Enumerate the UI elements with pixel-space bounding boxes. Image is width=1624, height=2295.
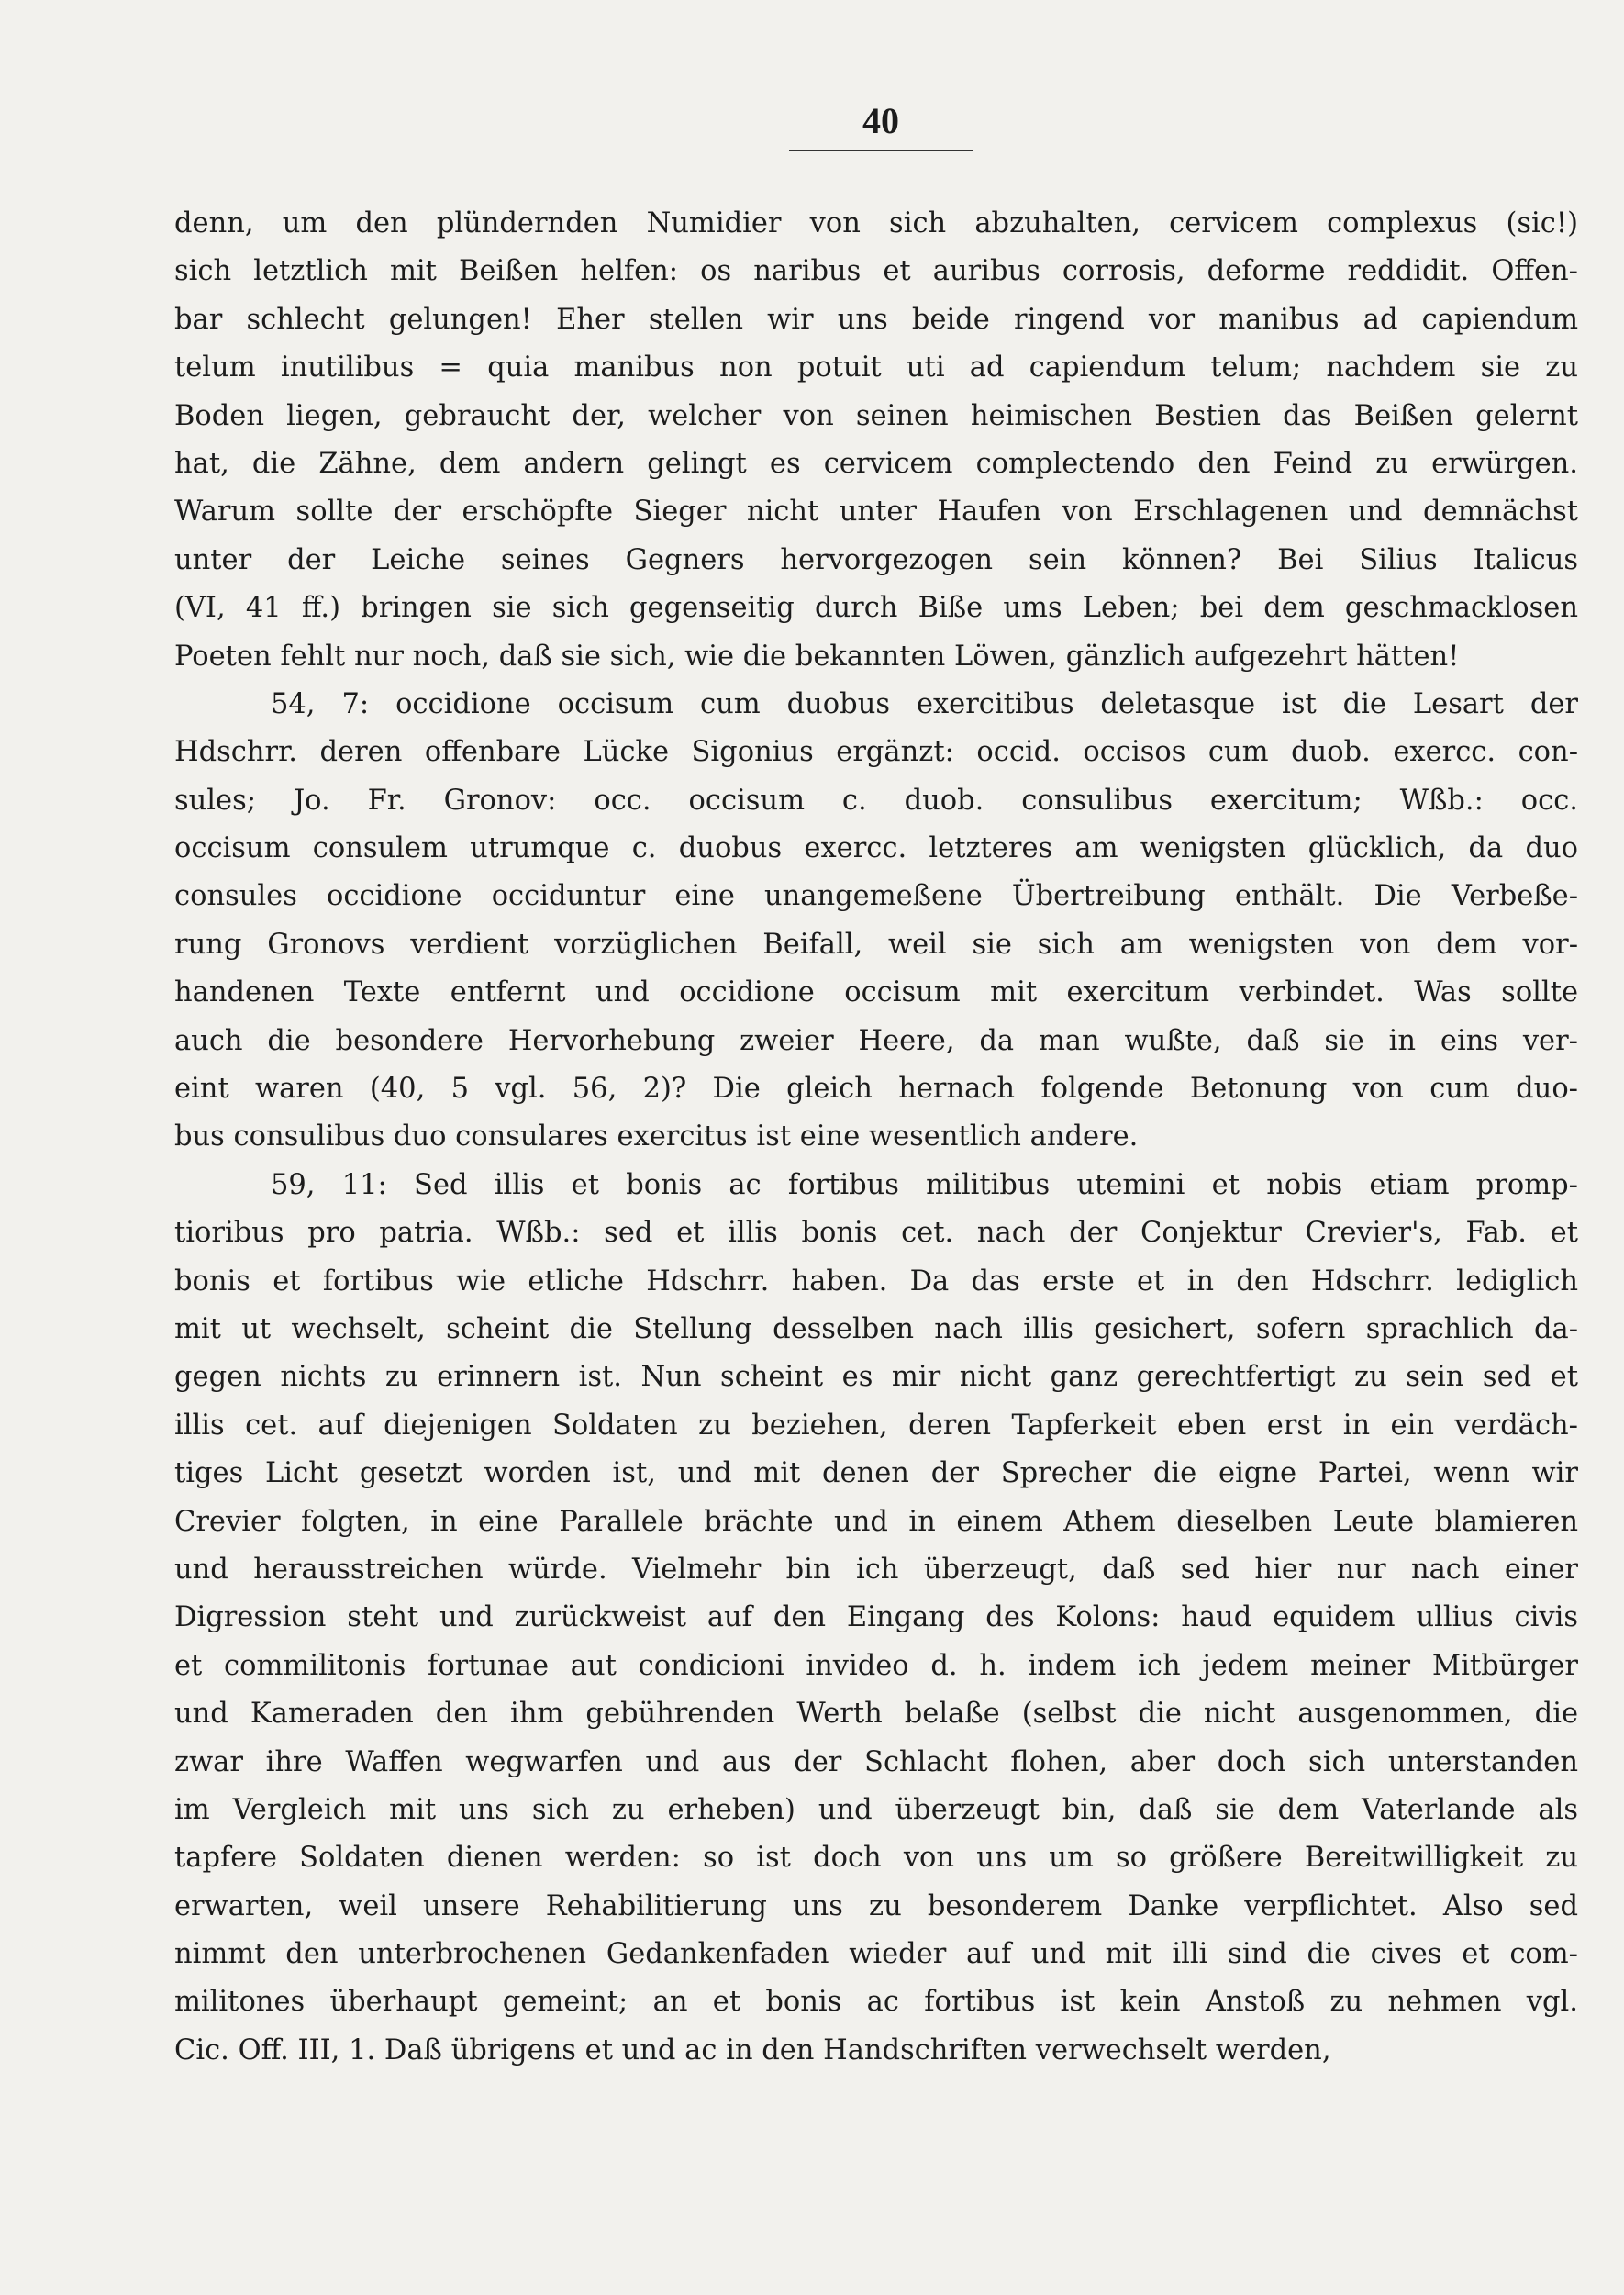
text-line: und herausstreichen würde. Vielmehr bin ich überzeugt, daß sed hier nur nach einer <box>174 1553 1578 1586</box>
text-line: eint waren (40, 5 vgl. 56, 2)? Die gleich hernach folgende Betonung von cum duo- <box>174 1073 1578 1106</box>
text-line: Poeten fehlt nur noch, daß sie sich, wie die bekannten Löwen, gänzlich aufgezehrt hätten! <box>174 640 1460 673</box>
text-line: Digression steht und zurückweist auf den Eingang des Kolons: haud equidem ullius civis <box>174 1601 1578 1634</box>
text-line: occisum consulem utrumque c. duobus exercc. letzteres am wenigsten glücklich, da duo <box>174 832 1578 865</box>
page-number: 40 <box>862 100 899 141</box>
text-line: hat, die Zähne, dem andern gelingt es cervicem complectendo den Feind zu erwürgen. <box>174 447 1578 480</box>
text-line: militones überhaupt gemeint; an et bonis ac fortibus ist kein Anstoß zu nehmen vgl. <box>174 1986 1578 2019</box>
text-line: (VI, 41 ff.) bringen sie sich gegenseitig durch Biße ums Leben; bei dem geschmacklosen <box>174 592 1578 625</box>
text-line: nimmt den unterbrochenen Gedankenfaden wieder auf und mit illi sind die cives et com- <box>174 1938 1578 1971</box>
text-line: rung Gronovs verdient vorzüglichen Beifall, weil sie sich am wenigsten von dem vor- <box>174 928 1578 961</box>
text-line: 54, 7: occidione occisum cum duobus exercitibus deletasque ist die Lesart der <box>271 687 1578 720</box>
text-line: handenen Texte entfernt und occidione occisum mit exercitum verbindet. Was sollte <box>174 976 1578 1009</box>
text-line: et commilitonis fortunae aut condicioni invideo d. h. indem ich jedem meiner Mitbürger <box>174 1649 1578 1682</box>
text-line: Hdschrr. deren offenbare Lücke Sigonius ergänzt: occid. occisos cum duob. exercc. con- <box>174 736 1578 769</box>
header-rule <box>789 150 973 151</box>
text-line: 59, 11: Sed illis et bonis ac fortibus militibus utemini et nobis etiam promp- <box>271 1168 1578 1201</box>
text-line: gegen nichts zu erinnern ist. Nun scheint es mir nicht ganz gerechtfertigt zu sein sed et <box>174 1361 1578 1394</box>
text-line: erwarten, weil unsere Rehabilitierung uns zu besonderem Danke verpflichtet. Also sed <box>174 1889 1578 1922</box>
paragraph <box>174 1162 1578 2075</box>
text-line: consules occidione occiduntur eine unangemeßene Übertreibung enthält. Die Verbeße- <box>174 880 1578 913</box>
body-text <box>174 200 1578 2075</box>
text-line: tapfere Soldaten dienen werden: so ist doch von uns um so größere Bereitwilligkeit zu <box>174 1842 1578 1875</box>
text-line: und Kameraden den ihm gebührenden Werth belaße (selbst die nicht ausgenommen, die <box>174 1698 1578 1731</box>
paragraph <box>174 681 1578 1162</box>
text-line: auch die besondere Hervorhebung zweier Heere, da man wußte, daß sie in eins ver- <box>174 1024 1578 1057</box>
text-line: tioribus pro patria. Wßb.: sed et illis bonis cet. nach der Conjektur Crevier's, Fab. et <box>174 1217 1578 1250</box>
paragraph <box>174 200 1578 681</box>
text-line: bus consulibus duo consulares exercitus ist eine wesentlich andere. <box>174 1120 1139 1153</box>
text-line: tiges Licht gesetzt worden ist, und mit denen der Sprecher die eigne Partei, wenn wir <box>174 1457 1578 1490</box>
text-line: unter der Leiche seines Gegners hervorgezogen sein können? Bei Silius Italicus <box>174 543 1578 576</box>
text-line: sules; Jo. Fr. Gronov: occ. occisum c. duob. consulibus exercitum; Wßb.: occ. <box>174 784 1578 817</box>
text-line: mit ut wechselt, scheint die Stellung desselben nach illis gesichert, sofern sprachlich da- <box>174 1312 1578 1345</box>
text-line: Crevier folgten, in eine Parallele brächte und in einem Athem dieselben Leute blamieren <box>174 1505 1578 1538</box>
text-line: bonis et fortibus wie etliche Hdschrr. haben. Da das erste et in den Hdschrr. lediglich <box>174 1264 1578 1298</box>
text-line: telum inutilibus = quia manibus non potuit uti ad capiendum telum; nachdem sie zu <box>174 351 1578 384</box>
text-line: Boden liegen, gebraucht der, welcher von seinen heimischen Bestien das Beißen gelernt <box>174 399 1578 432</box>
text-line: Cic. Off. III, 1. Daß übrigens et und ac in den Handschriften verwechselt werden, <box>174 2033 1331 2067</box>
text-line: bar schlecht gelungen! Eher stellen wir uns beide ringend vor manibus ad capiendum <box>174 303 1578 336</box>
text-line: illis cet. auf diejenigen Soldaten zu beziehen, deren Tapferkeit eben erst in ein verdäch- <box>174 1409 1578 1442</box>
text-line: denn, um den plündernden Numidier von sich abzuhalten, cervicem complexus (sic!) <box>174 207 1578 240</box>
text-line: zwar ihre Waffen wegwarfen und aus der Schlacht flohen, aber doch sich unterstanden <box>174 1745 1578 1778</box>
text-line: Warum sollte der erschöpfte Sieger nicht unter Haufen von Erschlagenen und demnächst <box>174 496 1578 529</box>
text-line: sich letztlich mit Beißen helfen: os naribus et auribus corrosis, deforme reddidit. Offen- <box>174 255 1578 288</box>
text-line: im Vergleich mit uns sich zu erheben) und überzeugt bin, daß sie dem Vaterlande als <box>174 1793 1578 1826</box>
